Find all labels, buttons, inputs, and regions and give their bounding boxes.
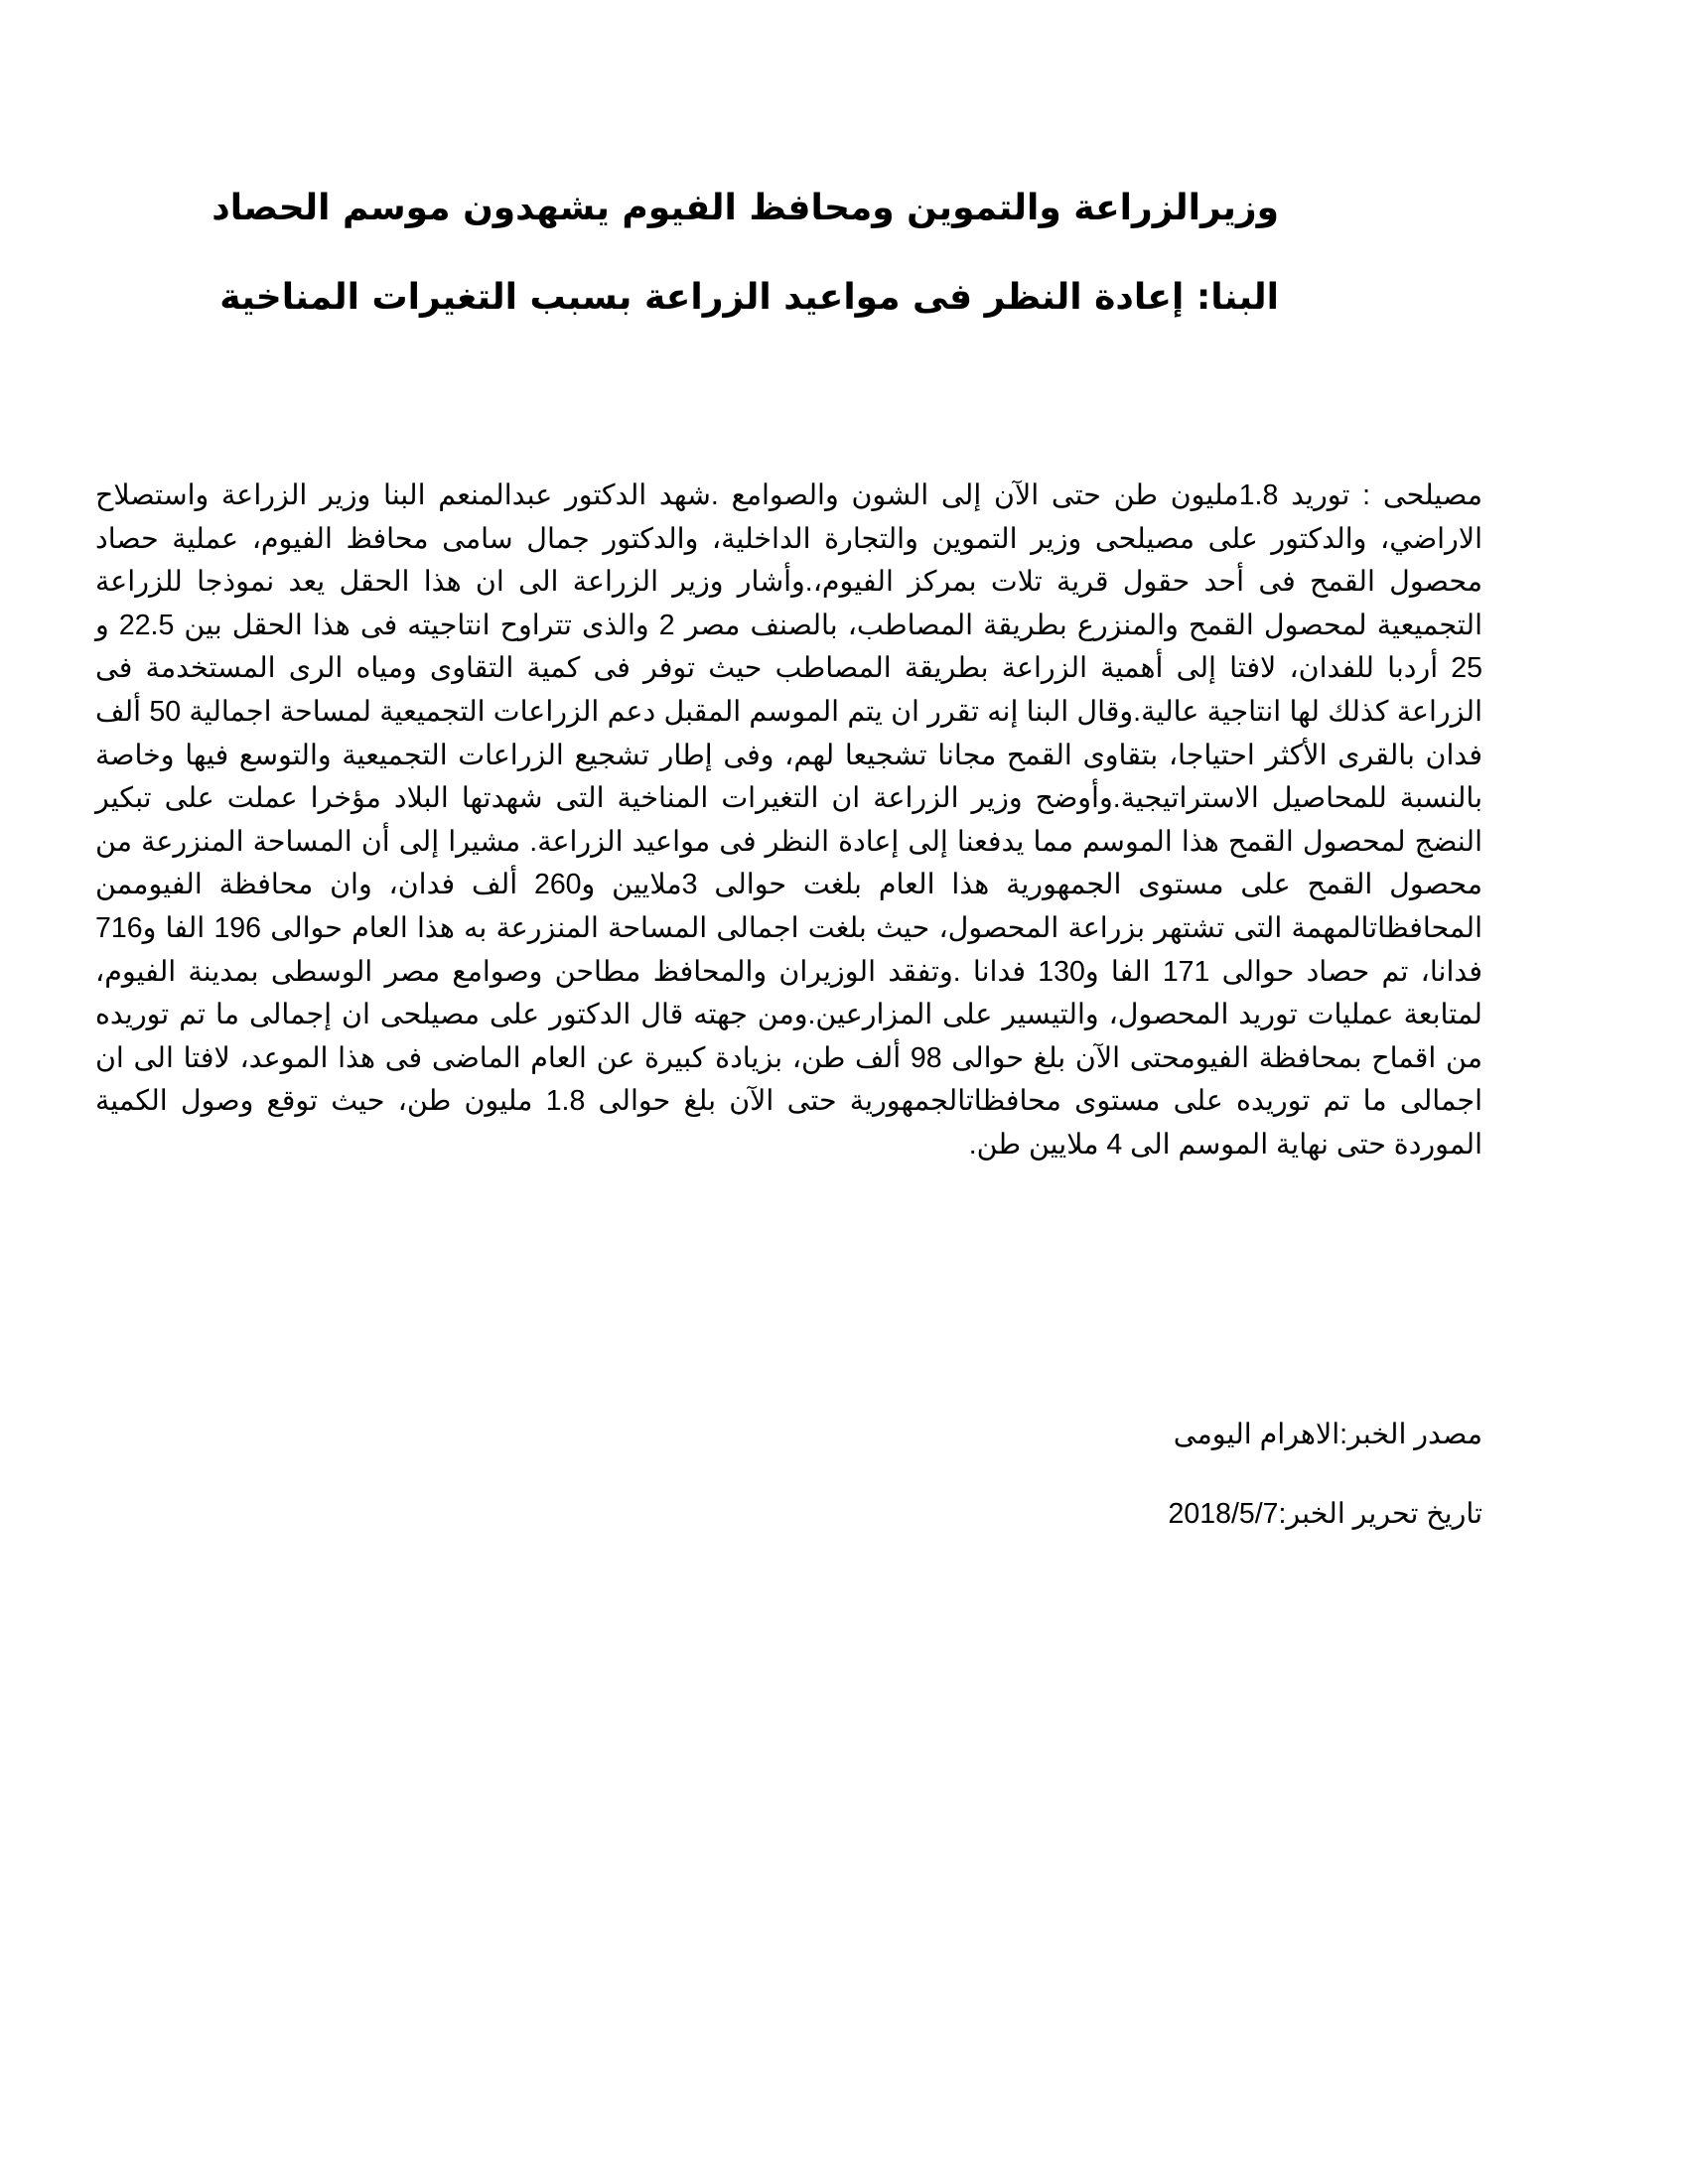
news-source: مصدر الخبر:الاهرام اليومى bbox=[1173, 1419, 1482, 1450]
headline-block bbox=[211, 187, 1279, 320]
article-body: مصيلحى : توريد 1.8مليون طن حتى الآن إلى الشون والصوامع .شهد الدكتور عبدالمنعم البنا وزير الزراعة واستصلاح الاراضي، والدكتور على مصيلحى وزير التموين والتجارة الداخلية، والدكتور جمال سامى محافظ الفيوم، عملية حصاد محصول القمح فى أحد حقول قرية تلات بمركز الفيوم،.وأشار وزير الزراعة الى ان هذا الحقل يعد نموذجا للزراعة التجميعية لمحصول القمح والمنزرع بطريقة المصاطب، بالصنف مصر 2 والذى تتراوح انتاجيته فى هذا الحقل بين 22.5 و 25 أردبا للفدان، لافتا إلى أهمية الزراعة بطريقة المصاطب حيث توفر فى كمية التقاوى ومياه الرى المستخدمة فى الزراعة كذلك لها انتاجية عالية.وقال البنا إنه تقرر ان يتم الموسم المقبل دعم الزراعات التجميعية لمساحة اجمالية 50 ألف فدان بالقرى الأكثر احتياجا، بتقاوى القمح مجانا تشجيعا لهم، وفى إطار تشجيع الزراعات التجميعية والتوسع فيها وخاصة بالنسبة للمحاصيل الاستراتيجية.وأوضح وزير الزراعة ان التغيرات المناخية التى شهدتها البلاد مؤخرا عملت على تبكير النضج لمحصول القمح هذا الموسم مما يدفعنا إلى إعادة النظر فى مواعيد الزراعة. مشيرا إلى أن المساحة المنزرعة من محصول القمح على مستوى الجمهورية هذا العام بلغت حوالى 3ملايين و260 ألف فدان، وان محافظة الفيوممن المحافظاتالمهمة التى تشتهر بزراعة المحصول، حيث بلغت اجمالى المساحة المنزرعة به هذا العام حوالى 196 الفا و716 فدانا، تم حصاد حوالى 171 الفا و130 فدانا .وتفقد الوزيران والمحافظ مطاحن وصوامع مصر الوسطى بمدينة الفيوم، لمتابعة عمليات توريد المحصول، والتيسير على المزارعين.ومن جهته قال الدكتور على مصيلحى ان إجمالى ما تم توريده من اقماح بمحافظة الفيومحتى الآن بلغ حوالى 98 ألف طن، بزيادة كبيرة عن العام الماضى فى هذا الموعد، لافتا الى ان اجمالى ما تم توريده على مستوى محافظاتالجمهورية حتى الآن بلغ حوالى 1.8 مليون طن، حيث توقع وصول الكمية الموردة حتى نهاية الموسم الى 4 ملايين طن. bbox=[95, 479, 1482, 1160]
news-date: تاريخ تحرير الخبر:2018/5/7 bbox=[1168, 1498, 1482, 1530]
headline-primary: وزيرالزراعة والتموين ومحافظ الفيوم يشهدون موسم الحصاد bbox=[211, 188, 1279, 228]
headline-secondary: البنا: إعادة النظر فى مواعيد الزراعة بسبب التغيرات المناخية bbox=[219, 277, 1279, 318]
